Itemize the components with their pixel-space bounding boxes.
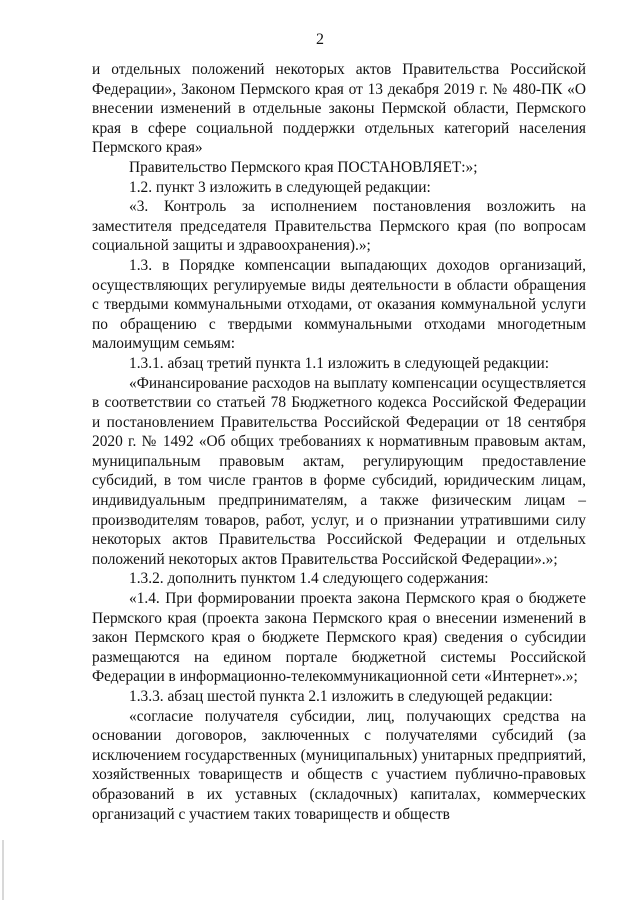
paragraph-11: «согласие получателя субсидии, лиц, получающих средства на основании договоров, заключенных с получателями субсидий (за исключением государственных (муниципальных) унитарных предприятий, хозяйственных товариществ и обществ с участием публично-правовых образований в их уставных (складочных) капиталах, коммерческих организаций с участием таких товариществ и обществ xyxy=(92,707,586,823)
paragraph-8: 1.3.2. дополнить пунктом 1.4 следующего содержания: xyxy=(129,570,489,588)
paragraph-2: Правительство Пермского края ПОСТАНОВЛЯЕТ:»; xyxy=(129,158,478,176)
paragraph-6: 1.3.1. абзац третий пункта 1.1 изложить в следующей редакции: xyxy=(129,354,550,372)
paragraph-9: «1.4. При формировании проекта закона Пермского края о бюджете Пермского края (проекта закона Пермского края о внесении изменений в закон Пермского края о бюджете Пермского края) сведения о субсидии размещаются на едином портале бюджетной системы Российской Федерации в информационно-телекоммуникационной сети «Интернет».»; xyxy=(92,590,586,686)
page-number: 2 xyxy=(316,31,324,48)
paragraph-1: и отдельных положений некоторых актов Правительства Российской Федерации», Законом Пермского края от 13 декабря 2019 г. № 480-ПК «О внесении изменений в отдельные законы Пермской области, Пермского края в сфере социальной поддержки отдельных категорий населения Пермского края» xyxy=(92,61,586,157)
paragraph-5: 1.3. в Порядке компенсации выпадающих доходов организаций, осуществляющих регулируемые виды деятельности в области обращения с твердыми коммунальными отходами, от оказания коммунальной услуги по обращению с твердыми коммунальными отходами многодетным малоимущим семьям: xyxy=(92,256,586,353)
paragraph-10: 1.3.3. абзац шестой пункта 2.1 изложить в следующей редакции: xyxy=(129,688,553,705)
paragraph-3: 1.2. пункт 3 изложить в следующей редакции: xyxy=(129,178,431,196)
paragraph-4: «3. Контроль за исполнением постановления возложить на заместителя председателя Правительства Пермского края (по вопросам социальной защиты и здравоохранения).»; xyxy=(92,198,586,255)
scan-edge-mark xyxy=(2,840,4,900)
paragraph-7: «Финансирование расходов на выплату компенсации осуществляется в соответствии со статьей 78 Бюджетного кодекса Российской Федерации и постановлением Правительства Российской Федерации от 18 сентября 2020 г. № 1492 «Об общих требованиях к нормативным правовым актам, муниципальным правовым актам, регулирующим предоставление субсидий, в том числе грантов в форме субсидий, юридическим лицам, индивидуальным предпринимателям, а также физическим лицам – производителям товаров, работ, услуг, и о признании утратившими силу некоторых актов Правительства Российской Федерации и отдельных положений некоторых актов Правительства Российской Федерации».»; xyxy=(92,374,586,568)
document-body xyxy=(92,60,586,824)
